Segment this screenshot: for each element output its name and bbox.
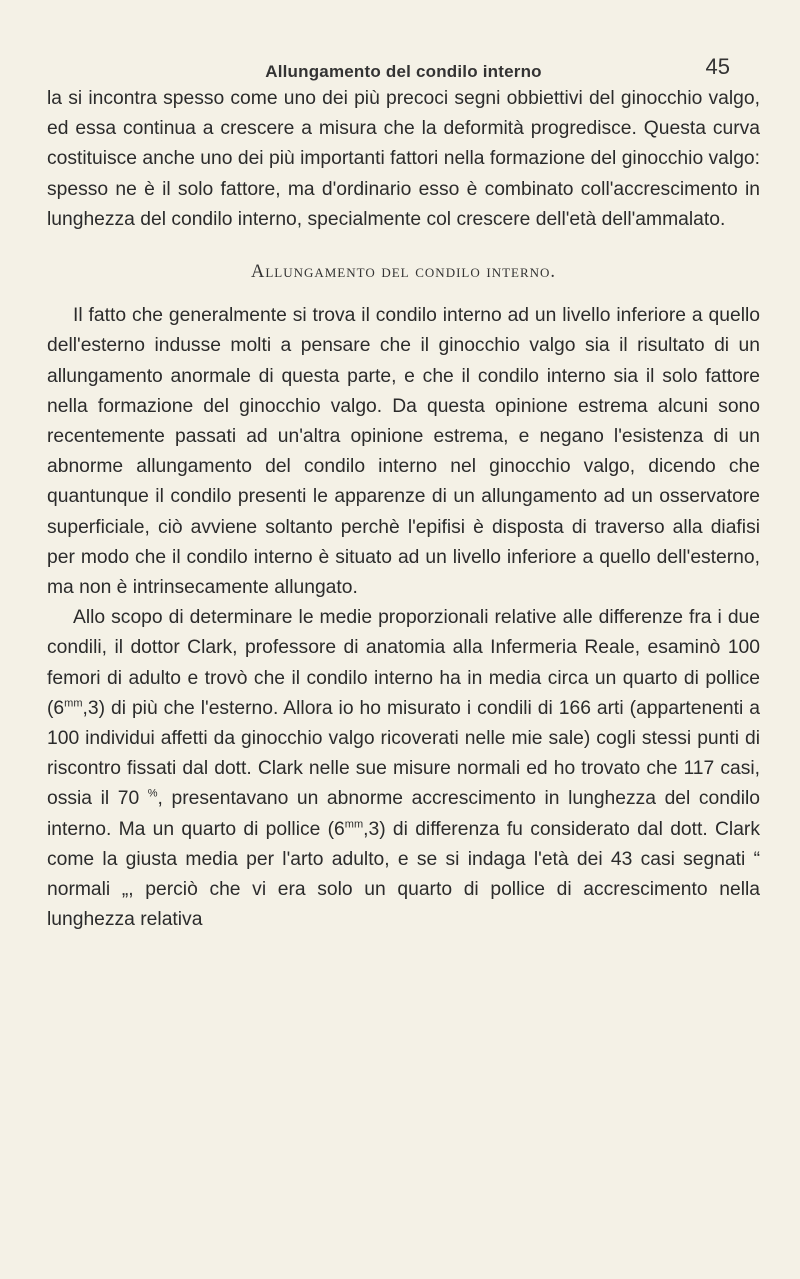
paragraph-3-part-d: ,3) di differenza fu considerato dal dott. Clark come la giusta media per l'arto adulto, e se si indaga l'età dei 43 casi segnati “ normali „, perciò che vi era solo un quarto di pollice di accrescimento nella lunghezza relativa: [47, 818, 760, 931]
unit-superscript-1: mm: [64, 697, 83, 710]
page-number: 45: [705, 54, 730, 79]
paragraph-1: la si incontra spesso come uno dei più precoci segni obbiettivi del ginocchio valgo, ed essa continua a crescere a misura che la deformità progredisce. Questa curva costituisce anche uno dei più importanti fattori nella formazione del ginocchio valgo: spesso ne è il solo fattore, ma d'ordinario esso è combinato coll'accrescimento in lunghezza del condilo interno, specialmente col crescere dell'età dell'ammalato.: [47, 88, 760, 230]
paragraph-3-part-c: , presentavano un abnorme accrescimento in lunghezza del condilo interno. Ma un quarto di pollice (6: [47, 788, 760, 840]
section-heading: Allungamento del condilo interno.: [250, 262, 557, 283]
unit-superscript-2: mm: [344, 818, 364, 831]
paragraph-3-part-b: ,3) di più che l'esterno. Allora io ho misurato i condili di 166 arti (appartenenti a 100 individui affetti da ginocchio valgo ricoverati nelle mie sale) cogli stessi punti di riscontro fissati dal dott. Clark nelle sue misure normali ed ho trovato che 117 casi, ossia il 70: [47, 697, 760, 810]
percent-sign: %: [147, 788, 158, 801]
paragraph-3-part-a: Allo scopo di determinare le medie proporzionali relative alle differenze fra i due condili, il dottor Clark, professore di anatomia alla Infermeria Reale, esaminò 100 femori di adulto e trovò che il condilo interno ha in media circa un quarto di pollice (6: [47, 607, 760, 719]
running-title: Allungamento del condilo interno: [265, 62, 542, 81]
page-header: [47, 50, 760, 84]
paragraph-3: [47, 603, 760, 935]
body-text: [47, 84, 760, 935]
paragraph-2: Il fatto che generalmente si trova il condilo interno ad un livello inferiore a quello dell'esterno indusse molti a pensare che il ginocchio valgo sia il risultato di un allungamento anormale di questa parte, e che il condilo interno sia il solo fattore nella formazione del ginocchio valgo. Da questa opinione estrema alcuni sono recentemente passati ad un'altra opinione estrema, e negano l'esistenza di un abnorme allungamento del condilo interno nel ginocchio valgo, dicendo che quantunque il condilo presenti le apparenze di un allungamento ad un osservatore superficiale, ciò avviene soltanto perchè l'epifisi è disposta di traverso alla diafisi per modo che il condilo interno è situato ad un livello inferiore a quello dell'esterno, ma non è intrinsecamente allungato.: [47, 305, 760, 599]
